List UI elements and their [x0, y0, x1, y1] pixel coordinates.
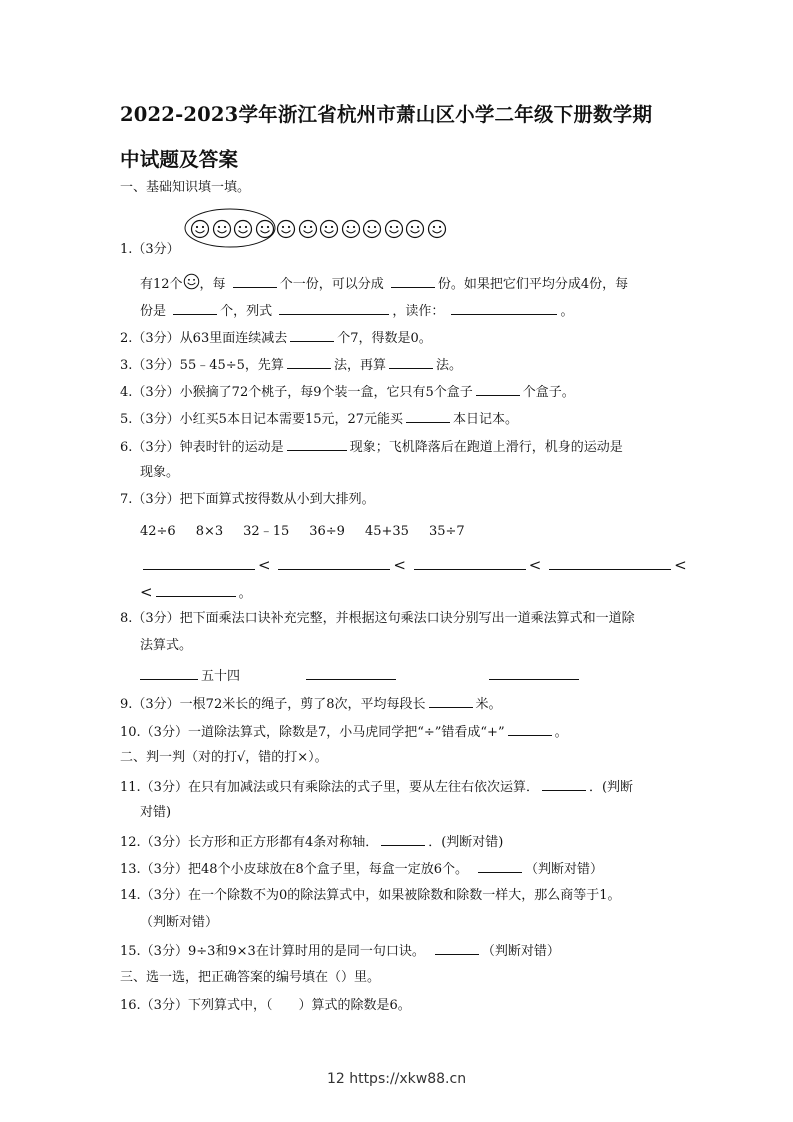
blank-q1-3[interactable] — [173, 300, 217, 315]
smiley-face-icon — [362, 219, 382, 239]
smiley-face-icon — [427, 219, 447, 239]
question-3: 3.（3分）55﹣45÷5，先算 法，再算 法。 — [120, 354, 462, 376]
blank-q13[interactable] — [478, 858, 522, 873]
expr-5: 45+35 — [364, 524, 409, 539]
expr-3: 32﹣15 — [243, 524, 290, 539]
question-15: 15.（3分）9÷3和9×3在计算时用的是同一句口诀。 （判断对错） — [120, 940, 560, 962]
blank-q3-2[interactable] — [389, 354, 433, 369]
smiley-face-icon — [298, 219, 318, 239]
smiley-face-icon — [384, 219, 404, 239]
smiley-face-icon — [212, 219, 232, 239]
title-line-1: 2022-2023学年浙江省杭州市萧山区小学二年级下册数学期 — [120, 103, 653, 126]
question-8: 8.（3分）把下面乘法口诀补充完整，并根据这句乘法口诀分别写出一道乘法算式和一道除 — [120, 611, 635, 626]
question-16: 16.（3分）下列算式中，（ ）算式的除数是6。 — [120, 998, 411, 1013]
expr-4: 36÷9 — [309, 524, 345, 539]
question-1-line-1: 有12个 ，每 个一份，可以分成 份。如果把它们平均分成4份，每 — [140, 273, 628, 295]
blank-q1-1[interactable] — [233, 273, 277, 288]
page-footer: 12 https://xkw88.cn — [326, 1071, 467, 1087]
blank-q3-1[interactable] — [287, 354, 331, 369]
question-7-expressions — [140, 522, 485, 542]
blank-q12[interactable] — [381, 831, 425, 846]
question-13: 13.（3分）把48个小皮球放在8个盒子里，每盒一定放6个。 （判断对错） — [120, 858, 603, 880]
blank-q8-3[interactable] — [489, 665, 579, 680]
question-11: 11.（3分）在只有加减法或只有乘除法的式子里，要从左往右依次运算． ．(判断 — [120, 776, 633, 798]
blank-q4[interactable] — [476, 381, 520, 396]
smiley-face-icon — [341, 219, 361, 239]
blank-q7-5[interactable] — [156, 582, 236, 597]
smiley-face-icon — [233, 219, 253, 239]
question-12: 12.（3分）长方形和正方形都有4条对称轴． ．(判断对错) — [120, 831, 503, 853]
blank-q7-3[interactable] — [414, 555, 526, 570]
blank-q1-4[interactable] — [279, 300, 389, 315]
title-line-2: 中试题及答案 — [120, 148, 239, 171]
expr-1: 42÷6 — [140, 524, 176, 539]
question-11-cont: 对错) — [140, 805, 172, 820]
question-1-line-2: 份是 个，列式 ，读作： 。 — [140, 300, 573, 322]
blank-q8-2[interactable] — [306, 665, 396, 680]
question-1-number: 1.（3分） — [120, 242, 180, 257]
blank-q1-2[interactable] — [391, 273, 435, 288]
question-7: 7.（3分）把下面算式按得数从小到大排列。 — [120, 492, 375, 507]
smiley-row — [190, 218, 448, 240]
question-7-ordering-line-1: < < < < — [140, 555, 687, 575]
question-14: 14.（3分）在一个除数不为0的除法算式中，如果被除数和除数一样大，那么商等于1。 — [120, 888, 621, 903]
section-2-heading: 二、判一判（对的打√，错的打×）。 — [120, 750, 328, 765]
question-7-ordering-line-2: < 。 — [140, 583, 252, 601]
blank-q1-5[interactable] — [451, 300, 557, 315]
expr-6: 35÷7 — [428, 524, 465, 539]
blank-q8-1[interactable] — [140, 665, 198, 680]
blank-q7-4[interactable] — [549, 555, 671, 570]
section-1-heading: 一、基础知识填一填。 — [120, 180, 251, 195]
blank-q7-1[interactable] — [143, 555, 255, 570]
blank-q5[interactable] — [406, 408, 450, 423]
smiley-face-icon — [255, 219, 275, 239]
smiley-face-icon — [405, 219, 425, 239]
expr-2: 8×3 — [195, 524, 224, 539]
blank-q6-1[interactable] — [287, 436, 347, 451]
blank-q15[interactable] — [435, 940, 479, 955]
blank-q10[interactable] — [508, 721, 552, 736]
blank-q9[interactable] — [429, 693, 473, 708]
smiley-face-icon — [276, 219, 296, 239]
question-14-cont: （判断对错） — [140, 915, 219, 930]
question-6: 6.（3分）钟表时针的运动是 现象；飞机降落后在跑道上滑行，机身的运动是 — [120, 436, 623, 458]
blank-q7-2[interactable] — [278, 555, 390, 570]
blank-q11[interactable] — [542, 776, 586, 791]
question-9: 9.（3分）一根72米长的绳子，剪了8次，平均每段长 米。 — [120, 693, 502, 715]
question-2: 2.（3分）从63里面连续减去 个7，得数是0。 — [120, 327, 432, 349]
question-10: 10.（3分）一道除法算式，除数是7，小马虎同学把“÷”错看成“+” 。 — [120, 721, 568, 743]
smiley-face-icon — [319, 219, 339, 239]
question-4: 4.（3分）小猴摘了72个桃子，每9个装一盒，它只有5个盒子 个盒子。 — [120, 381, 575, 403]
smiley-face-icon — [183, 273, 200, 290]
question-5: 5.（3分）小红买5本日记本需要15元，27元能买 本日记本。 — [120, 408, 518, 430]
document-title — [120, 92, 700, 182]
question-8-cont: 法算式。 — [140, 638, 193, 653]
question-6-cont: 现象。 — [140, 465, 180, 480]
question-8-answers: 五十四 — [140, 665, 582, 687]
section-3-heading: 三、选一选，把正确答案的编号填在（）里。 — [120, 970, 381, 985]
blank-q2[interactable] — [290, 327, 334, 342]
smiley-face-icon — [190, 219, 210, 239]
